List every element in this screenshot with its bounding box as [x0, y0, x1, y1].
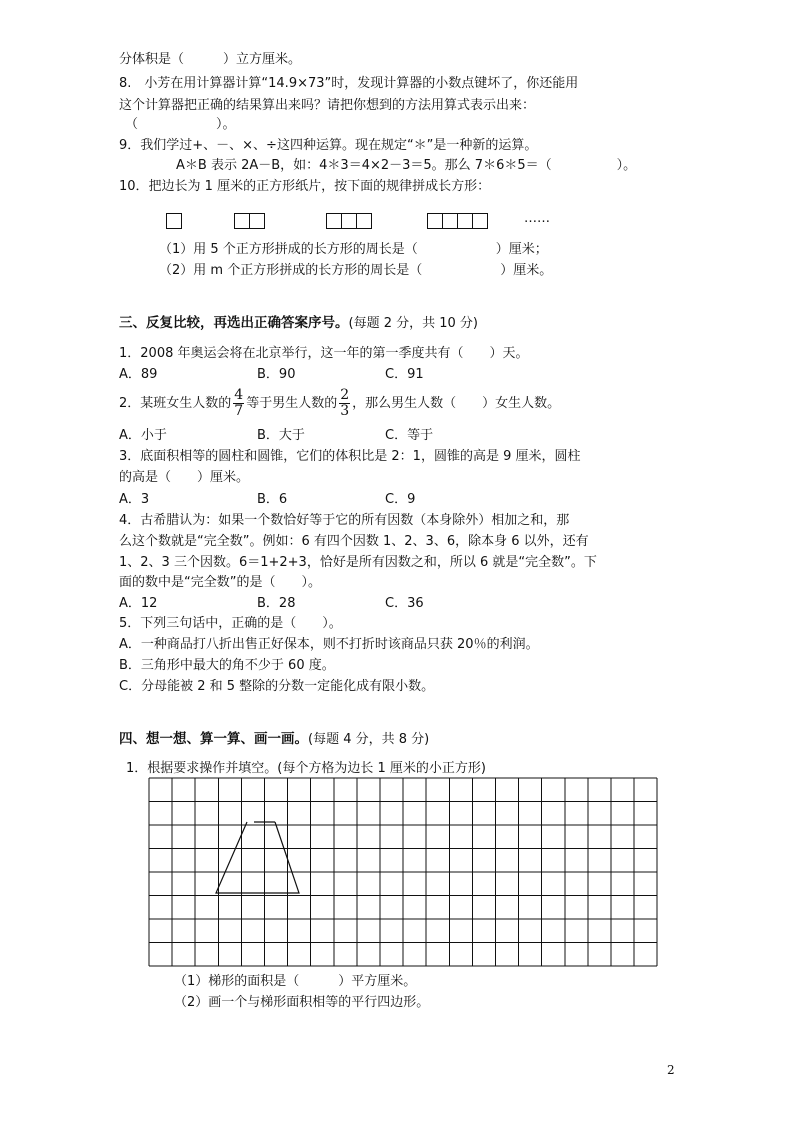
s4-q1-sub1: （1）梯形的面积是（ ）平方厘米。: [174, 974, 417, 989]
s3-q4-line3: 1、2、3 三个因数。6＝1+2+3，恰好是所有因数之和，所以 6 就是“完全数”。下: [119, 555, 597, 570]
s3-q1-option-b: B．90: [257, 367, 296, 382]
q8-line2: 这个计算器把正确的结果算出来吗？请把你想到的方法用算式表示出来：: [119, 98, 536, 113]
fraction-numerator: 4: [234, 387, 244, 403]
q10-sub2: （2）用 m 个正方形拼成的长方形的周长是（ ）厘米。: [159, 263, 553, 278]
s3-q5-option-c: C．分母能被 2 和 5 整除的分数一定能化成有限小数。: [119, 679, 435, 694]
trapezoid-shape: [216, 822, 299, 893]
s3-q4-option-c: C．36: [385, 596, 424, 611]
section-4-note: (每题 4 分，共 8 分): [308, 732, 430, 747]
s3-q2-pre: 2．某班女生人数的: [119, 396, 232, 411]
s3-q4-option-a: A．12: [119, 596, 158, 611]
s3-q2-mid: 等于男生人数的: [246, 396, 338, 411]
s3-q4-line2: 么这个数就是“完全数”。例如：6 有四个因数 1、2、3、6，除本身 6 以外，还有: [119, 534, 589, 549]
fraction-denominator: 3: [340, 403, 350, 419]
s3-q2-post: ，那么男生人数（ ）女生人数。: [352, 396, 561, 411]
q8-line1: 8. 小芳在用计算器计算“14.9×73”时，发现计算器的小数点键坏了，你还能用: [119, 76, 579, 91]
s3-q1: 1．2008 年奥运会将在北京举行，这一年的第一季度共有（ ）天。: [119, 346, 529, 361]
q10-line: 10．把边长为 1 厘米的正方形纸片，按下面的规律拼成长方形：: [119, 179, 491, 194]
section-4-title: 四、想一想、算一算、画一画。: [119, 731, 308, 747]
q9-line1: 9．我们学过+、－、×、÷这四种运算。现在规定“＊”是一种新的运算。: [119, 138, 538, 153]
s3-q4-option-b: B．28: [257, 596, 296, 611]
ellipsis: ……: [524, 211, 550, 226]
s3-q2-option-c: C．等于: [385, 428, 434, 443]
s3-q2-option-a: A．小于: [119, 428, 167, 443]
q9-line2: A＊B 表示 2A－B，如：4＊3＝4×2－3＝5。那么 7＊6＊5＝（ ）。: [176, 158, 637, 173]
s3-q5: 5．下列三句话中，正确的是（ ）。: [119, 616, 342, 631]
s3-q4-line4: 面的数中是“完全数”的是（ ）。: [119, 575, 321, 590]
section-3-title: 三、反复比较，再选出正确答案序号。: [119, 315, 349, 331]
s3-q1-option-a: A．89: [119, 367, 158, 382]
s4-q1-sub2: （2）画一个与梯形面积相等的平行四边形。: [174, 995, 430, 1010]
s4-q1: 1．根据要求操作并填空。(每个方格为边长 1 厘米的小正方形): [126, 761, 486, 776]
s3-q5-option-a: A．一种商品打八折出售正好保本，则不打折时该商品只获 20％的利润。: [119, 637, 539, 652]
s3-q2-option-b: B．大于: [257, 428, 305, 443]
section-3-note: (每题 2 分，共 10 分): [348, 316, 478, 331]
s3-q3-line1: 3．底面积相等的圆柱和圆锥，它们的体积比是 2：1，圆锥的高是 9 厘米，圆柱: [119, 449, 581, 464]
fraction-denominator: 7: [234, 403, 244, 419]
q8-answer-blank: （ ）。: [125, 117, 236, 132]
s3-q3-option-a: A．3: [119, 492, 150, 507]
s3-q3-option-b: B．6: [257, 492, 288, 507]
text-line: 分体积是（ ）立方厘米。: [119, 52, 302, 67]
s3-q5-option-b: B．三角形中最大的角不少于 60 度。: [119, 658, 335, 673]
fraction-numerator: 2: [340, 387, 350, 403]
s3-q3-option-c: C．9: [385, 492, 416, 507]
s3-q1-option-c: C．91: [385, 367, 424, 382]
s3-q4-line1: 4．古希腊认为：如果一个数恰好等于它的所有因数（本身除外）相加之和，那: [119, 513, 570, 528]
s3-q3-line2: 的高是（ ）厘米。: [119, 470, 250, 485]
page-number: 2: [667, 1063, 675, 1077]
q10-sub1: （1）用 5 个正方形拼成的长方形的周长是（ ）厘米；: [159, 242, 548, 257]
